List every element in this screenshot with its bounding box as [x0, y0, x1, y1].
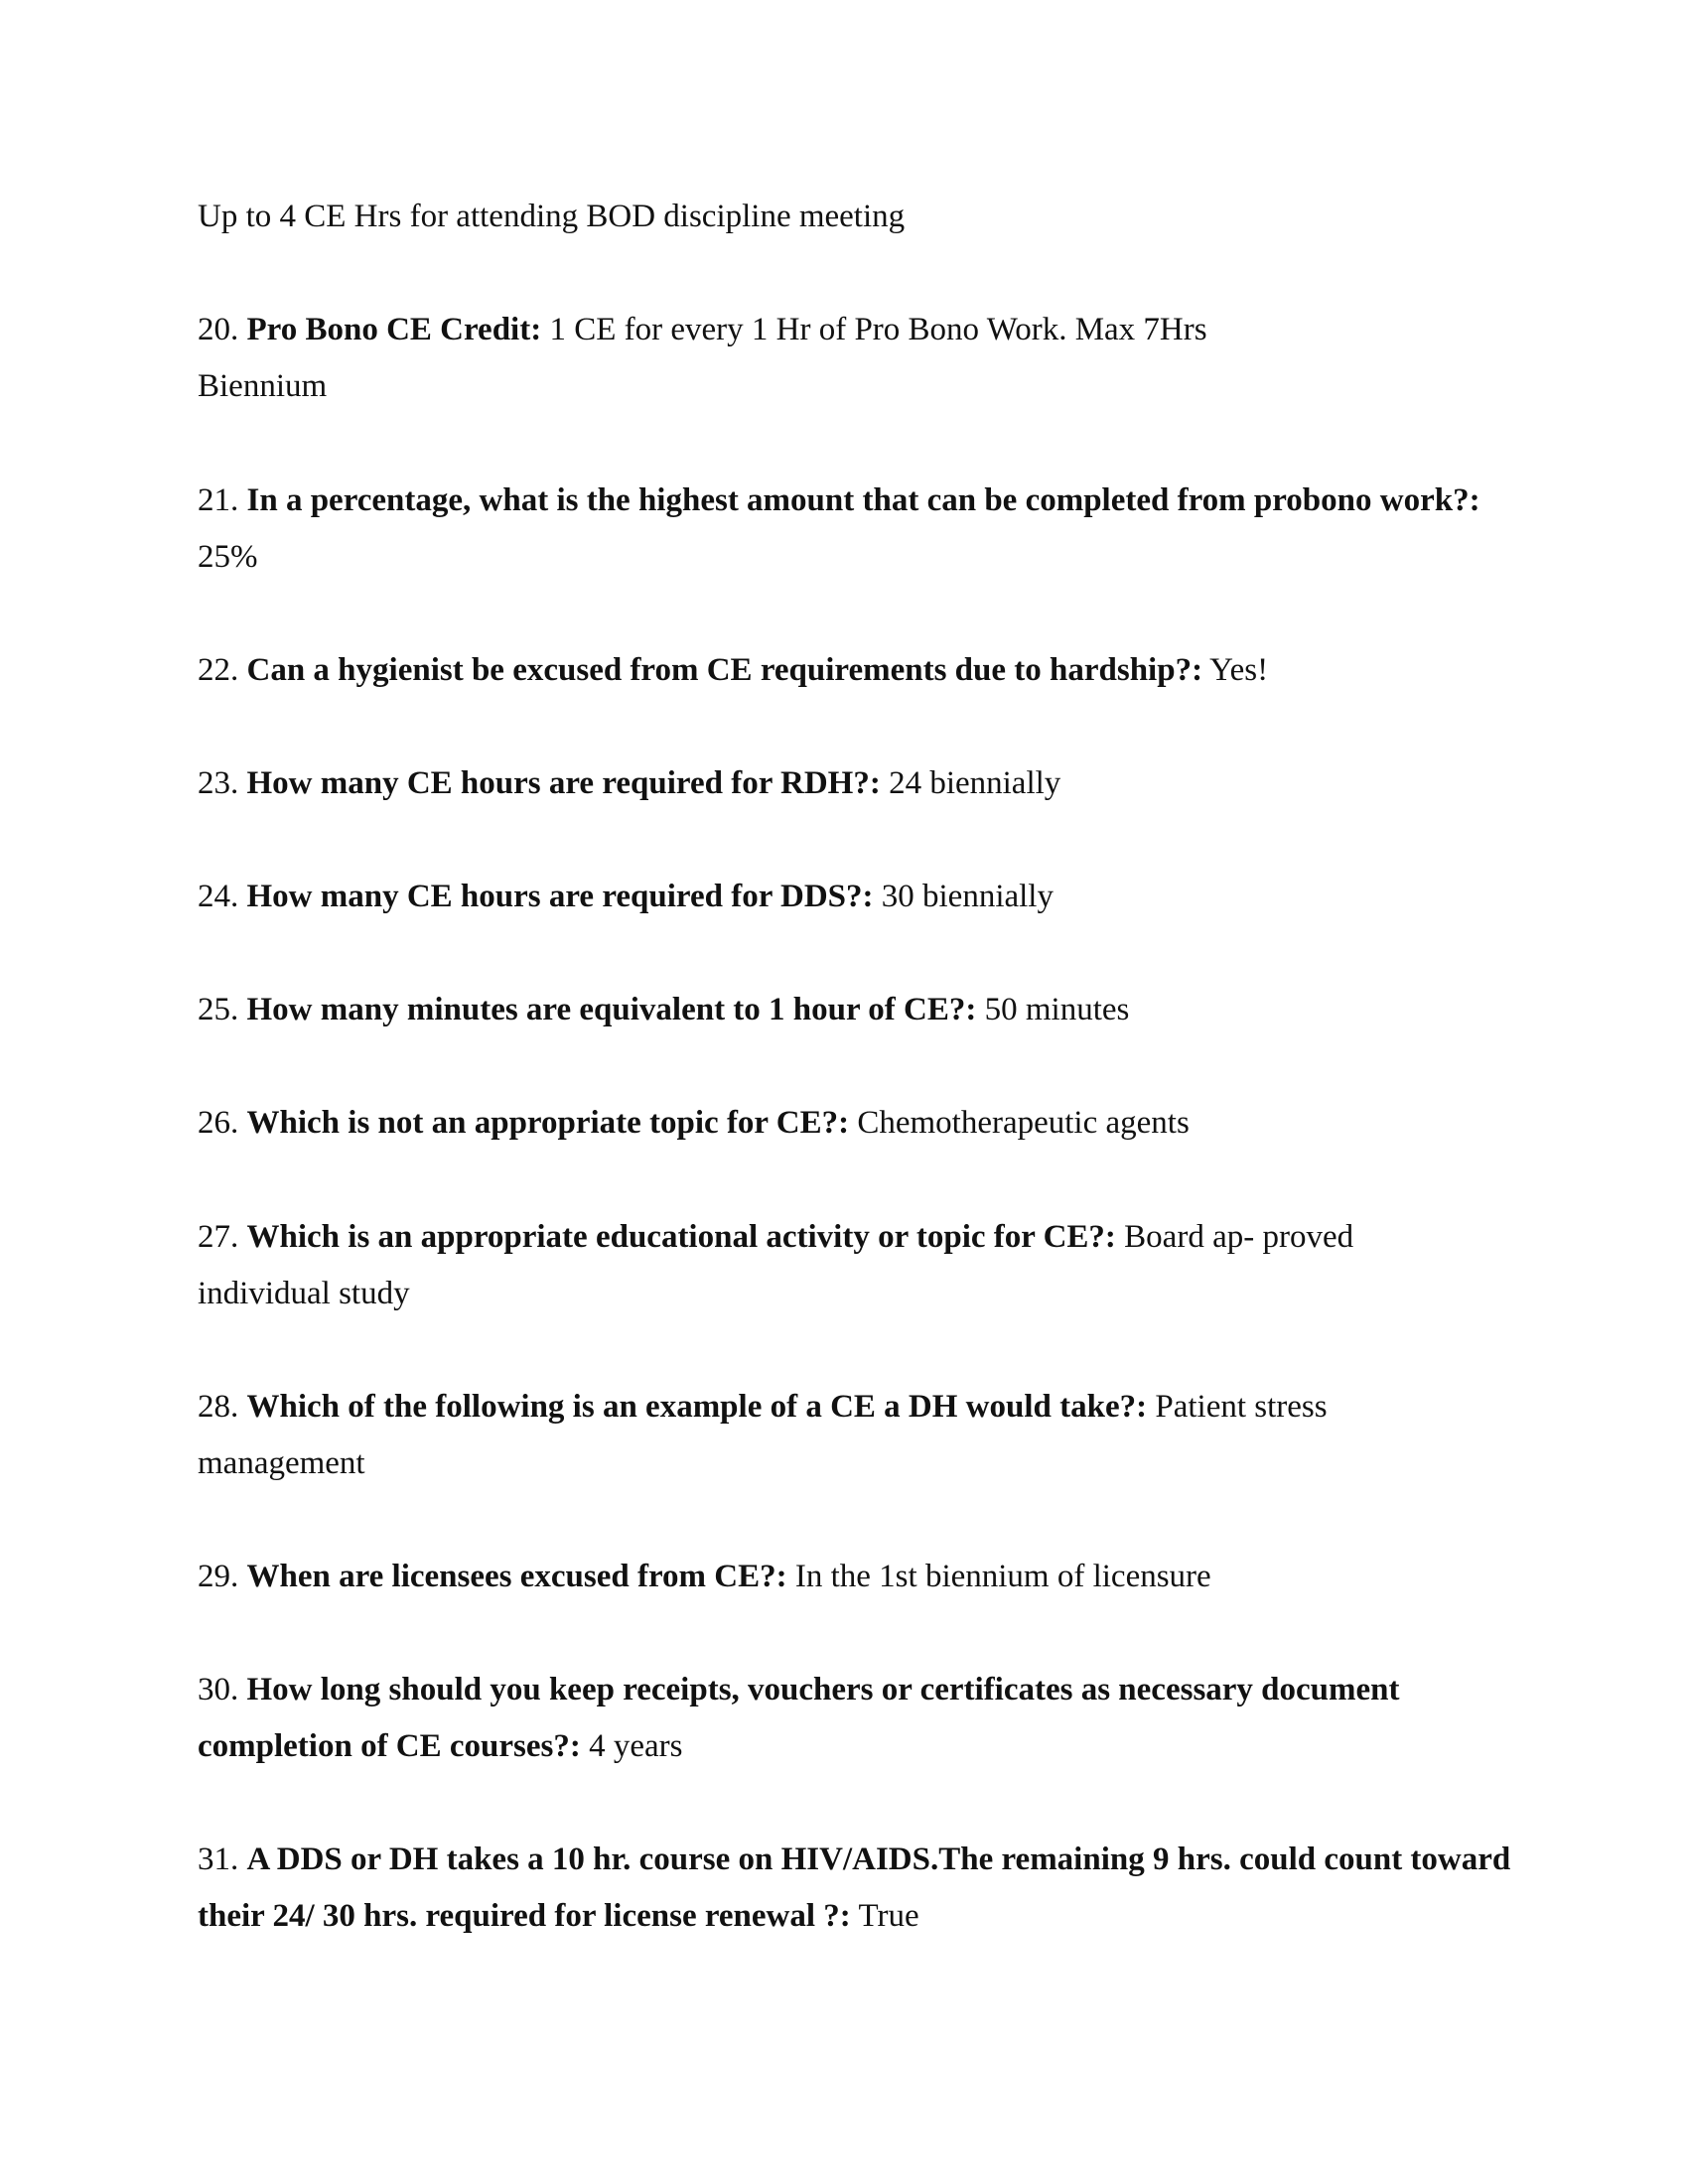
question-21: [198, 473, 1518, 529]
question-26: [198, 1095, 1518, 1152]
question-28: [198, 1379, 1518, 1435]
question-number: 30.: [198, 1672, 239, 1707]
question-31: [198, 1832, 1518, 1888]
answer-text: True: [858, 1898, 919, 1934]
answer-text: Chemotherapeutic agents: [857, 1105, 1190, 1141]
answer-text: In the 1st biennium of licensure: [794, 1559, 1211, 1594]
question-21-continued: [198, 529, 1518, 586]
answer-text: 50 minutes: [984, 992, 1130, 1027]
question-number: 20.: [198, 312, 239, 347]
question-number: 21.: [198, 482, 239, 518]
question-text: How long should you keep receipts, vouchers or certificates as necessary document: [246, 1672, 1400, 1707]
question-text-continued: their 24/ 30 hrs. required for license renewal ?:: [198, 1898, 851, 1934]
question-text: Can a hygienist be excused from CE requirements due to hardship?:: [246, 652, 1203, 688]
answer-text: 30 biennially: [881, 879, 1054, 914]
question-29: [198, 1549, 1518, 1605]
question-text-continued: completion of CE courses?:: [198, 1728, 581, 1764]
question-number: 23.: [198, 765, 239, 801]
question-20: [198, 302, 1518, 358]
question-number: 22.: [198, 652, 239, 688]
question-text: Which is not an appropriate topic for CE?:: [246, 1105, 850, 1141]
question-text: How many CE hours are required for RDH?:: [246, 765, 881, 801]
question-text: Which of the following is an example of a CE a DH would take?:: [246, 1389, 1148, 1425]
question-27-continued: [198, 1266, 1518, 1322]
question-28-continued: [198, 1435, 1518, 1492]
answer-text: 24 biennially: [889, 765, 1061, 801]
question-22: [198, 642, 1518, 699]
answer-text: 25%: [198, 539, 258, 575]
answer-text: 4 years: [589, 1728, 683, 1764]
question-text: Pro Bono CE Credit:: [246, 312, 542, 347]
question-23: [198, 755, 1518, 812]
answer-text-continued: management: [198, 1445, 365, 1481]
question-text: When are licensees excused from CE?:: [246, 1559, 787, 1594]
question-30-continued: [198, 1718, 1518, 1775]
answer-text: Board ap- proved: [1124, 1219, 1354, 1255]
question-number: 31.: [198, 1842, 239, 1877]
question-25: [198, 982, 1518, 1038]
question-text: How many minutes are equivalent to 1 hour of CE?:: [246, 992, 977, 1027]
question-number: 29.: [198, 1559, 239, 1594]
question-27: [198, 1209, 1518, 1266]
answer-text-continued: individual study: [198, 1276, 410, 1311]
answer-text: Yes!: [1209, 652, 1269, 688]
question-number: 28.: [198, 1389, 239, 1425]
question-text: Which is an appropriate educational activity or topic for CE?:: [246, 1219, 1116, 1255]
question-20-continued: [198, 358, 1518, 415]
question-text: In a percentage, what is the highest amount that can be completed from probono work?:: [246, 482, 1480, 518]
question-text: How many CE hours are required for DDS?:: [246, 879, 874, 914]
answer-text: Patient stress: [1155, 1389, 1328, 1425]
question-number: 25.: [198, 992, 239, 1027]
question-number: 26.: [198, 1105, 239, 1141]
intro-text: Up to 4 CE Hrs for attending BOD discipline meeting: [198, 199, 906, 234]
question-31-continued: [198, 1888, 1518, 1945]
question-number: 27.: [198, 1219, 239, 1255]
answer-text: 1 CE for every 1 Hr of Pro Bono Work. Max 7Hrs: [549, 312, 1207, 347]
answer-text-continued: Biennium: [198, 368, 328, 404]
question-text: A DDS or DH takes a 10 hr. course on HIV/AIDS.The remaining 9 hrs. could count toward: [246, 1842, 1511, 1877]
question-number: 24.: [198, 879, 239, 914]
question-24: [198, 869, 1518, 925]
question-30: [198, 1662, 1518, 1718]
